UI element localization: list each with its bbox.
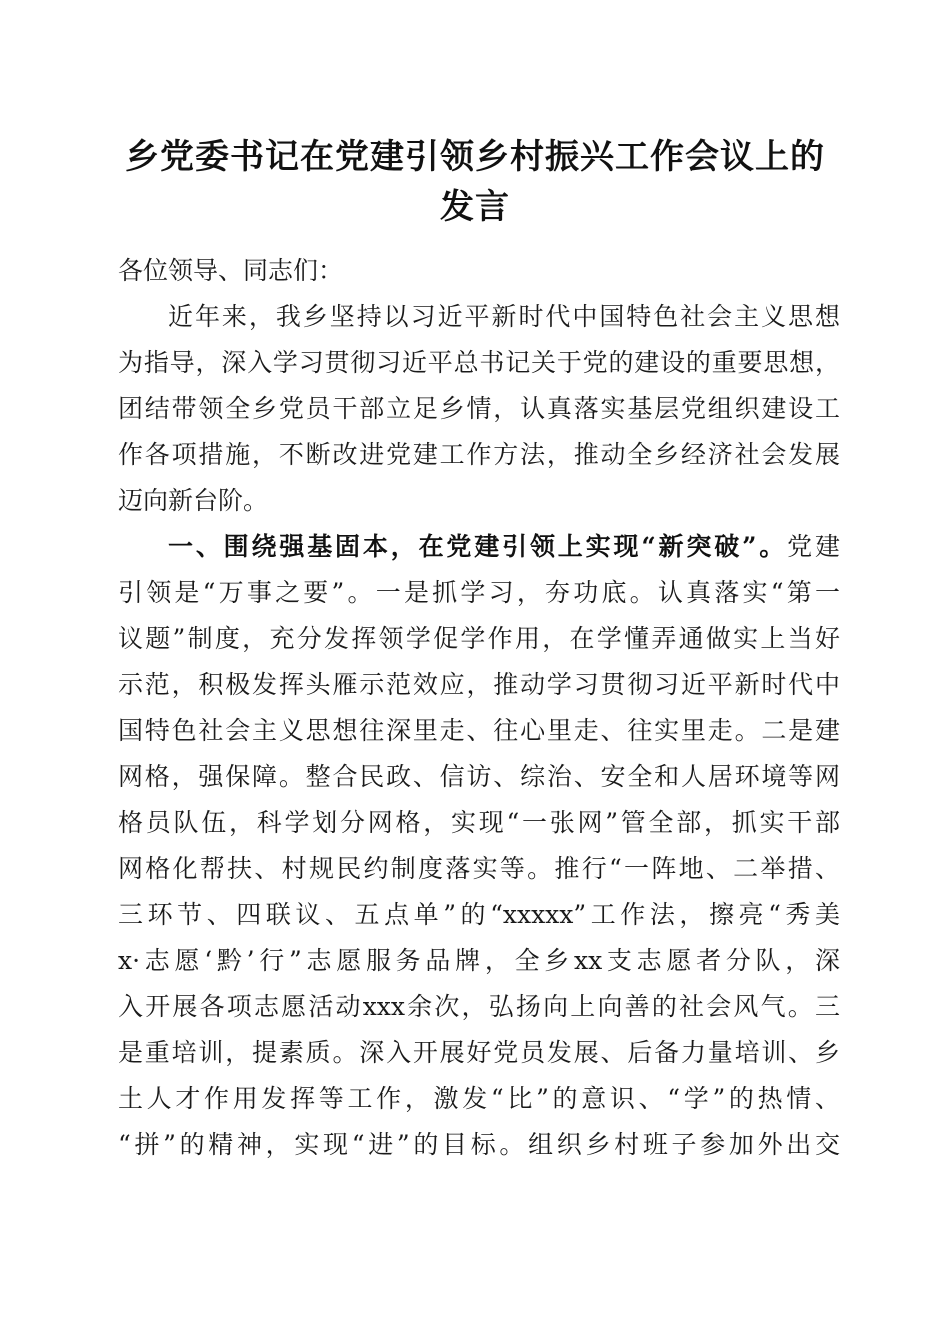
section1-line-12: 是重培训，提素质。深入开展好党员发展、后备力量培训、乡: [118, 1038, 840, 1067]
section1-line-8: 网格化帮扶、村规民约制度落实等。推行“一阵地、二举措、: [118, 854, 840, 883]
section1-line-6: 网格，强保障。整合民政、信访、综治、安全和人居环境等网: [118, 762, 840, 791]
section1-line-3: 议题”制度，充分发挥领学促学作用，在学懂弄通做实上当好: [118, 624, 840, 653]
section1-line-1: 党建: [787, 532, 840, 561]
section1-line-11: 入开展各项志愿活动xxx余次，弘扬向上向善的社会风气。三: [118, 992, 840, 1021]
salutation: 各位领导、同志们：: [118, 256, 344, 285]
section1-line-5: 国特色社会主义思想往深里走、往心里走、往实里走。二是建: [118, 716, 840, 745]
intro-line-3: 团结带领全乡党员干部立足乡情，认真落实基层党组织建设工: [118, 394, 840, 423]
section1-line-4: 示范，积极发挥头雁示范效应，推动学习贯彻习近平新时代中: [118, 670, 840, 699]
section1-line-13: 土人才作用发挥等工作，激发“比”的意识、“学”的热情、: [118, 1084, 840, 1113]
section1-line-10: x·志愿‘黔’行”志愿服务品牌，全乡xx支志愿者分队，深: [118, 946, 840, 975]
section1-first-line: [118, 524, 840, 570]
document-title: [100, 132, 850, 232]
section1-heading: 一、围绕强基固本，在党建引领上实现“新突破”。: [168, 532, 788, 561]
title-line-2: 发言: [440, 187, 510, 227]
intro-line-2: 为指导，深入学习贯彻习近平总书记关于党的建设的重要思想，: [118, 348, 840, 377]
intro-line-1: 近年来，我乡坚持以习近平新时代中国特色社会主义思想: [168, 302, 840, 331]
intro-line-4: 作各项措施，不断改进党建工作方法，推动全乡经济社会发展: [118, 440, 840, 469]
section1-line-14: “拼”的精神，实现“进”的目标。组织乡村班子参加外出交: [118, 1130, 840, 1159]
title-line-1: 乡党委书记在党建引领乡村振兴工作会议上的: [125, 137, 825, 177]
section1-line-2: 引领是“万事之要”。一是抓学习，夯功底。认真落实“第一: [118, 578, 840, 607]
document-body: [118, 248, 840, 1168]
intro-line-5: 迈向新台阶。: [118, 486, 269, 515]
section1-line-7: 格员队伍，科学划分网格，实现“一张网”管全部，抓实干部: [118, 808, 840, 837]
section1-line-9: 三环节、四联议、五点单”的“xxxxx”工作法，擦亮“秀美: [118, 900, 840, 929]
